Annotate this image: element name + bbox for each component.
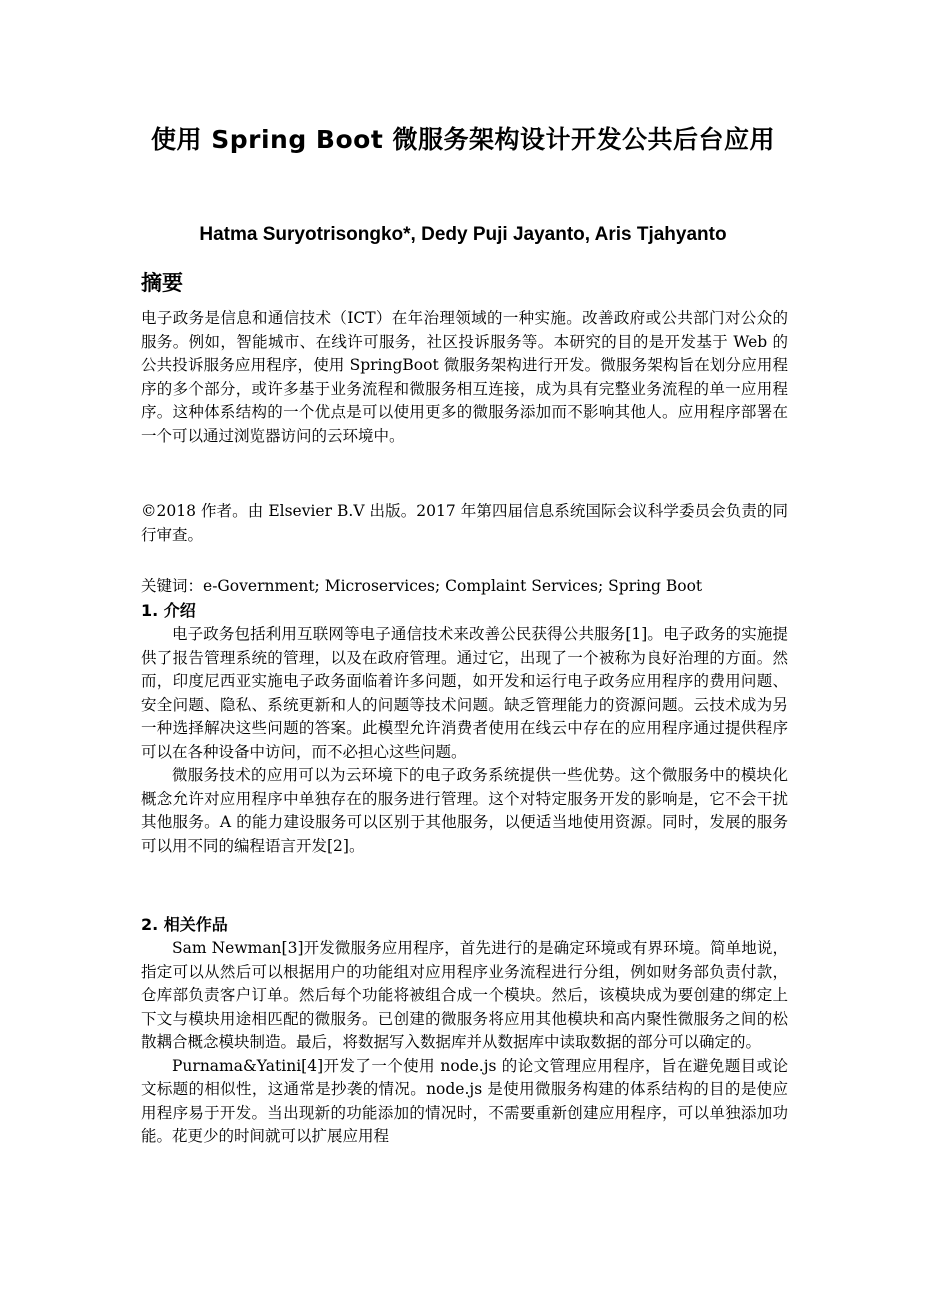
keywords-value: e-Government; Microservices; Complaint Services; Spring Boot	[203, 577, 703, 595]
paper-title: 使用 Spring Boot 微服务架构设计开发公共后台应用	[151, 125, 775, 154]
section-2-heading: 2. 相关作品	[141, 915, 228, 934]
section-1-paragraph-1: 电子政务包括利用互联网等电子通信技术来改善公民获得公共服务[1]。电子政务的实施提供了报告管理系统的管理，以及在政府管理。通过它，出现了一个被称为良好治理的方面。然而，印度尼西亚实施电子政务面临着许多问题，如开发和运行电子政务应用程序的费用问题、安全问题、隐私、系统更新和人的问题等技术问题。缺乏管理能力的资源问题。云技术成为另一种选择解决这些问题的答案。此模型允许消费者使用在线云中存在的应用程序通过提供程序可以在各种设备中访问，而不必担心这些问题。	[141, 625, 788, 761]
copyright-text: ©2018 作者。由 Elsevier B.V 出版。2017 年第四届信息系统国际会议科学委员会负责的同行审查。	[141, 502, 788, 544]
paper-authors: Hatma Suryotrisongko*, Dedy Puji Jayanto, Aris Tjahyanto	[199, 224, 727, 245]
abstract-heading: 摘要	[141, 271, 183, 295]
abstract-body	[141, 307, 788, 448]
section-2-paragraph-2: Purnama&Yatini[4]开发了一个使用 node.js 的论文管理应用程序，旨在避免题目或论文标题的相似性，这通常是抄袭的情况。node.js 是使用微服务构建的体系结构的目的是使应用程序易于开发。当出现新的功能添加的情况时，不需要重新创建应用程序，可以单独添加功能。花更少的时间就可以扩展应用程	[141, 1056, 788, 1145]
abstract-text: 电子政务是信息和通信技术（ICT）在年治理领域的一种实施。改善政府或公共部门对公众的服务。例如，智能城市、在线许可服务，社区投诉服务等。本研究的目的是开发基于 Web 的公共投诉服务应用程序，使用 SpringBoot 微服务架构进行开发。微服务架构旨在划分应用程序的多个部分，或许多基于业务流程和微服务相互连接，成为具有完整业务流程的单一应用程序。这种体系结构的一个优点是可以使用更多的微服务添加而不影响其他人。应用程序部署在一个可以通过浏览器访问的云环境中。	[141, 309, 788, 445]
keywords-label: 关键词：	[141, 577, 204, 595]
keywords	[141, 575, 801, 598]
section-1-heading: 1. 介绍	[141, 601, 196, 620]
section-2-paragraph-1: Sam Newman[3]开发微服务应用程序，首先进行的是确定环境或有界环境。简单地说，指定可以从然后可以根据用户的功能组对应用程序业务流程进行分组，例如财务部负责付款，仓库部负责客户订单。然后每个功能将被组合成一个模块。然后，该模块成为要创建的绑定上下文与模块用途相匹配的微服务。已创建的微服务将应用其他模块和高内聚性微服务之间的松散耦合概念模块制造。最后，将数据写入数据库并从数据库中读取数据的部分可以确定的。	[141, 939, 788, 1051]
section-2-body	[141, 937, 788, 1149]
copyright-notice	[141, 500, 788, 547]
section-1-body	[141, 623, 788, 858]
section-1-paragraph-2: 微服务技术的应用可以为云环境下的电子政务系统提供一些优势。这个微服务中的模块化概念允许对应用程序中单独存在的服务进行管理。这个对特定服务开发的影响是，它不会干扰其他服务。A 的能力建设服务可以区别于其他服务，以便适当地使用资源。同时，发展的服务可以用不同的编程语言开发[2]。	[141, 766, 788, 855]
